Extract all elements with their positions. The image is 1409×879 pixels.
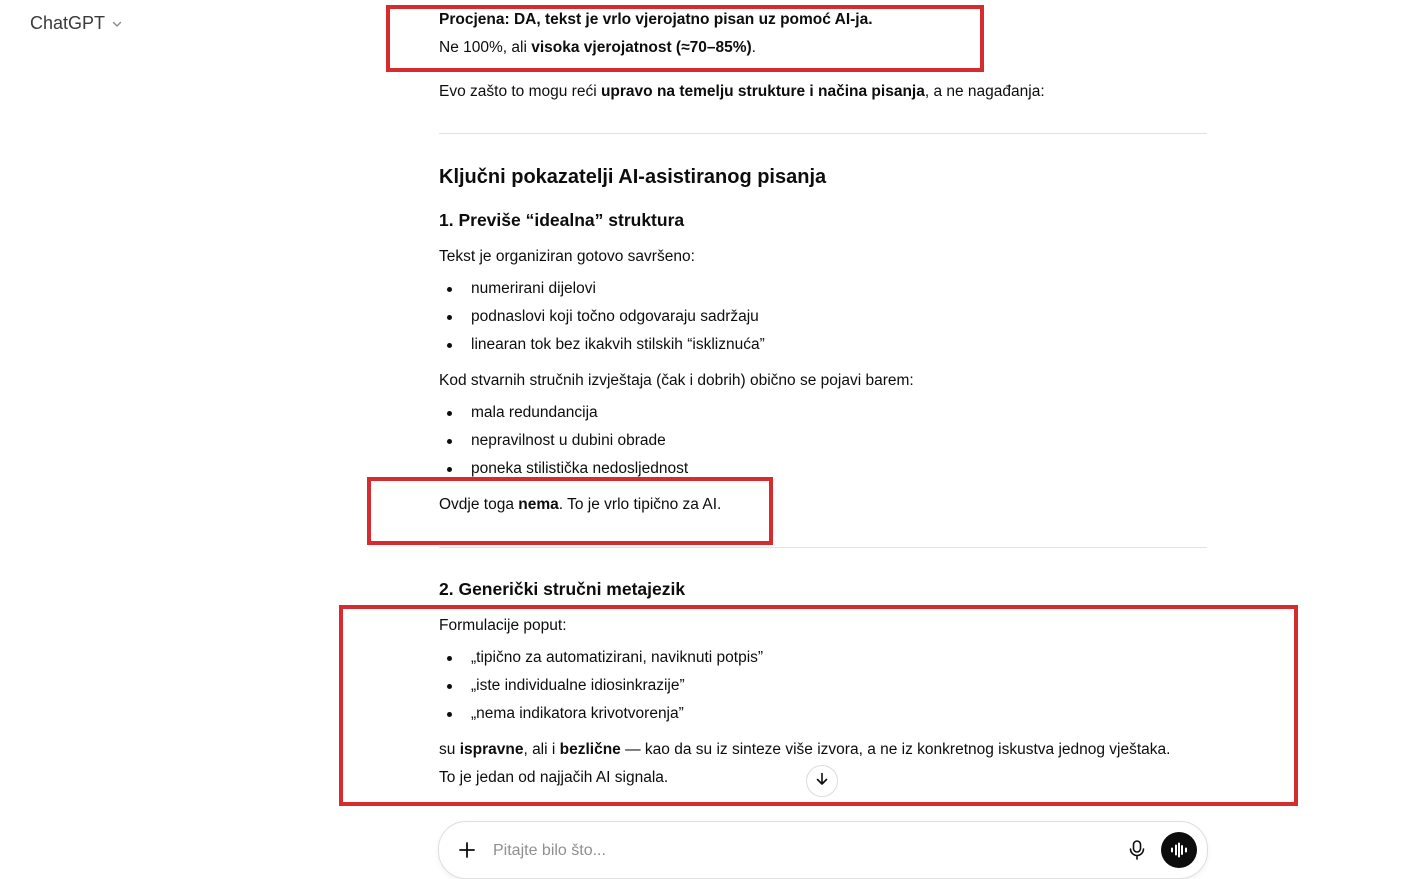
- point2-summary: su ispravne, ali i bezlične — kao da su iz sinteze više izvora, a ne iz konkretnog iskustva jednog vještaka.: [439, 741, 1171, 758]
- bullet-dot: [447, 315, 452, 320]
- arrow-down-icon: [814, 771, 830, 792]
- bullet-dot: [447, 287, 452, 292]
- model-selector[interactable]: [30, 13, 123, 34]
- voice-mode-icon[interactable]: [1161, 832, 1197, 868]
- intro-text: Evo zašto to mogu reći upravo na temelju strukture i načina pisanja, a ne nagađanja:: [439, 83, 1045, 100]
- plus-icon[interactable]: [457, 840, 477, 860]
- section-heading: Ključni pokazatelji AI-asistiranog pisanja: [439, 166, 827, 188]
- bullet-dot: [447, 343, 452, 348]
- bullet-dot: [447, 712, 452, 717]
- message-composer: [438, 821, 1208, 879]
- bullet-dot: [447, 684, 452, 689]
- scroll-to-bottom-button[interactable]: [806, 765, 838, 797]
- bullet-dot: [447, 656, 452, 661]
- bullet-dot: [447, 467, 452, 472]
- point1-contrast: Kod stvarnih stručnih izvještaja (čak i dobrih) obično se pojavi barem:: [439, 372, 914, 389]
- chat-page: ChatGPT Procjena: DA, tekst je vrlo vjerojatno pisan uz pomoć AI-ja. Ne 100%, ali visoka vjerojatnost (≈70–85%). Evo zašto to mogu reći upravo na temelju strukture i načina pisanja, a ne nagađanja: Ključni pokazatelji AI-asistiranog pisanja 1. Previše “idealna” struktura Tekst je organiziran gotovo savršeno: numerirani dijelovi podnaslovi koji točno odgovaraju sadržaju linearan tok bez ikakvih stilskih “iskliznuća” Kod stvarnih stručnih izvještaja (čak i dobrih) obično se pojavi barem: mala redundancija nepravilnost u dubini obrade poneka stilistička nedosljednost Ovdje toga nema. To je vrlo tipično za AI. 2. Generički stručni metajezik Formulacije poput: „tipično za automatizirani, naviknuti potpis” „iste individualne idiosinkrazije” „nema indikatora krivotvorenja” su ispravne, ali i bezlične — kao da su iz sinteze više izvora, a ne iz konkretnog iskustva jednog vještaka. To je jedan od najjačih AI signala. Pitajte bilo što...: [0, 0, 1409, 879]
- point2-heading: 2. Generički stručni metajezik: [439, 579, 686, 599]
- microphone-icon[interactable]: [1127, 839, 1147, 861]
- point1-heading: 1. Previše “idealna” struktura: [439, 210, 685, 230]
- point2-lead: Formulacije poput:: [439, 617, 567, 634]
- model-name: ChatGPT: [30, 13, 106, 33]
- chevron-down-icon: [111, 18, 123, 30]
- divider: [439, 547, 1207, 548]
- point1-conclusion: Ovdje toga nema. To je vrlo tipično za AI.: [439, 496, 722, 513]
- bullet-dot: [447, 439, 452, 444]
- verdict-text: Procjena: DA, tekst je vrlo vjerojatno pisan uz pomoć AI-ja.: [439, 11, 873, 28]
- point2-closing: To je jedan od najjačih AI signala.: [439, 769, 669, 786]
- prompt-input[interactable]: [491, 837, 1095, 865]
- bullet-dot: [447, 411, 452, 416]
- probability-text: Ne 100%, ali visoka vjerojatnost (≈70–85%).: [439, 39, 756, 56]
- divider: [439, 133, 1207, 134]
- point1-lead: Tekst je organiziran gotovo savršeno:: [439, 248, 695, 265]
